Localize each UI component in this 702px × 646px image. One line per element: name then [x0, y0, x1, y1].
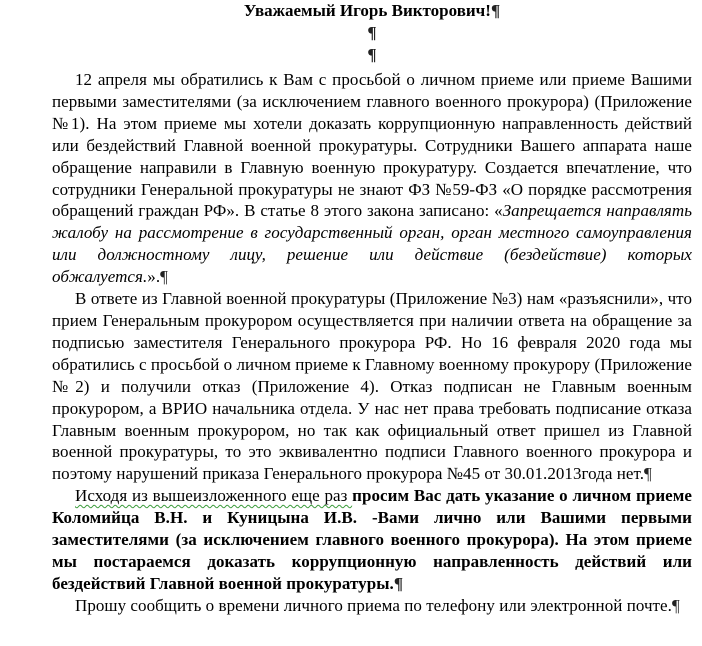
paragraph-text: 12 апреля мы обратились к Вам с просьбой о личном приеме или приеме Вашими первыми заместителями (за исключением главного военного прокурора) (Приложение №1). На этом приеме мы хотели доказать коррупционную направленность действий или бездействий Главной военной прокуратуры. Сотрудники Вашего аппарата наше обращение направили в Главную военную прокуратуру. Создается впечатление, что сотрудники Генеральной прокуратуры не знают ФЗ №59-ФЗ «О порядке рассмотрения обращений граждан РФ». В статье 8 этого закона записано: « [52, 70, 692, 221]
law-quote: Запрещается направлять жалобу на рассмотрение в государственный орган, орган местного самоуправления или должностному лицу, решение или действие (бездействие) которых обжалуется. [52, 201, 692, 287]
blank-line [52, 44, 692, 66]
paragraph-text: Исходя из вышеизложенного еще раз [75, 486, 353, 506]
greeting-text: Уважаемый Игорь Викторович! [243, 1, 491, 20]
paragraph-request [52, 485, 692, 595]
greeting-heading [52, 0, 692, 22]
bold-request-text: просим Вас дать указание о личном приеме Коломийца В.Н. и Куницына И.В. -Вами лично или Вашими первыми заместителями (за исключением главного военного прокурора). На этом приеме мы постараемся доказать коррупционную направленность действий или бездействий Главной военной прокуратуры. [52, 486, 692, 593]
pilcrow-mark: ¶ [644, 464, 652, 484]
paragraph-text: ». [147, 267, 161, 287]
paragraph-response [52, 288, 692, 485]
pilcrow-mark: ¶ [367, 45, 377, 64]
blank-line [52, 22, 692, 44]
pilcrow-mark: ¶ [393, 573, 404, 593]
paragraph-text: Прошу сообщить о времени личного приема по телефону или электронной почте. [75, 595, 672, 615]
pilcrow-mark: ¶ [367, 23, 377, 42]
paragraph-contact [52, 595, 692, 617]
paragraph-request-history [52, 69, 692, 288]
pilcrow-mark: ¶ [671, 595, 680, 615]
paragraph-text: В ответе из Главной военной прокуратуры (Приложение №3) нам «разъяснили», что прием Генеральным прокурором осуществляется при наличии ответа на обращение за подписью заместителя Генерального прокурора РФ. Но 16 февраля 2020 года мы обратились с просьбой о личном приеме к Главному военному прокурору (Приложение №2) и получили отказ (Приложение 4). Отказ подписан не Главным военным прокурором, а ВРИО начальника отдела. У нас нет права требовать подписание отказа Главным военным прокурором, но так как официальный ответ пришел из Главной военной прокуратуры, то это эквивалентно подписи Главного военного прокурора и поэтому нарушений приказа Генерального прокурора №45 от 30.01.2013года нет. [52, 289, 692, 484]
pilcrow-mark: ¶ [490, 1, 501, 20]
pilcrow-mark: ¶ [160, 267, 168, 287]
